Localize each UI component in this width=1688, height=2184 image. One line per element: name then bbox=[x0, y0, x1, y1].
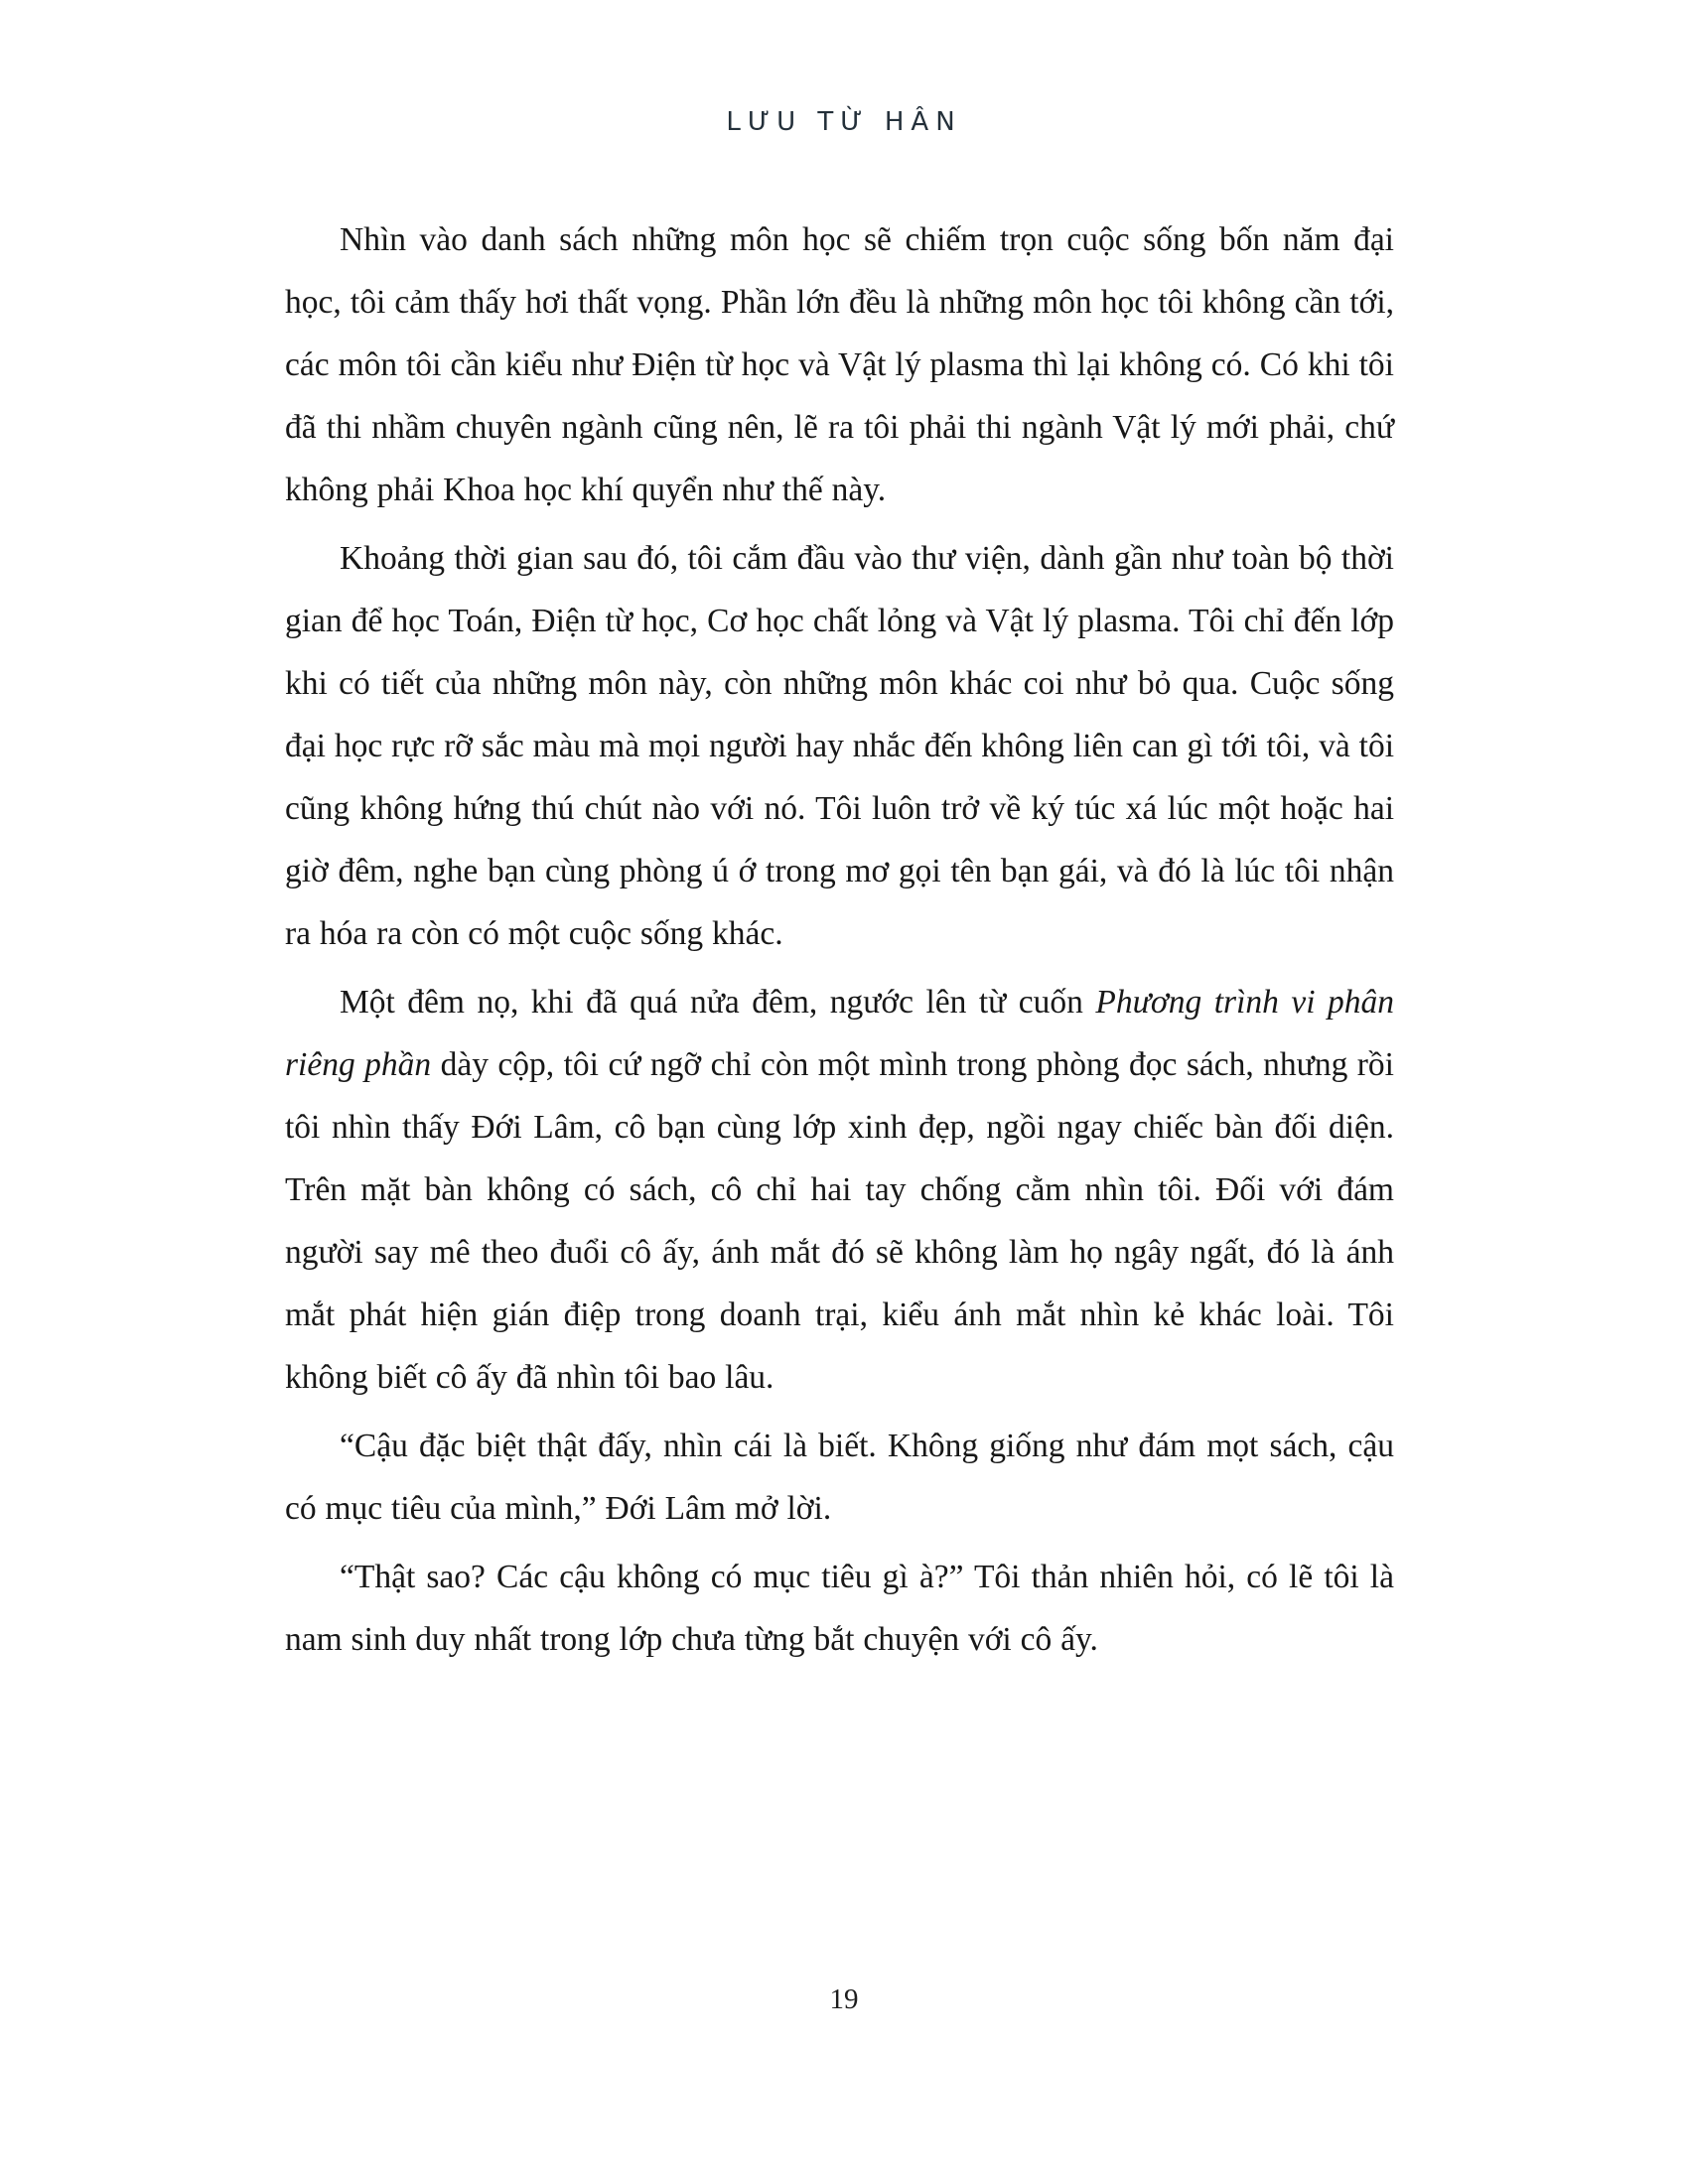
para-3: Một đêm nọ, khi đã quá nửa đêm, ngước lên từ cuốn Phương trình vi phân riêng phần dày cộp, tôi cứ ngỡ chỉ còn một mình trong phòng đọc sách, nhưng rồi tôi nhìn thấy Đới Lâm, cô bạn cùng lớp xinh đẹp, ngồi ngay chiếc bàn đối diện. Trên mặt bàn không có sách, cô chỉ hai tay chống cằm nhìn tôi. Đối với đám người say mê theo đuổi cô ấy, ánh mắt đó sẽ không làm họ ngây ngất, đó là ánh mắt phát hiện gián điệp trong doanh trại, kiểu ánh mắt nhìn kẻ khác loài. Tôi không biết cô ấy đã nhìn tôi bao lâu. bbox=[285, 984, 1394, 1396]
para-2: Khoảng thời gian sau đó, tôi cắm đầu vào thư viện, dành gần như toàn bộ thời gian để học Toán, Điện từ học, Cơ học chất lỏng và Vật lý plasma. Tôi chỉ đến lớp khi có tiết của những môn này, còn những môn khác coi như bỏ qua. Cuộc sống đại học rực rỡ sắc màu mà mọi người hay nhắc đến không liên can gì tới tôi, và tôi cũng không hứng thú chút nào với nó. Tôi luôn trở về ký túc xá lúc một hoặc hai giờ đêm, nghe bạn cùng phòng ú ớ trong mơ gọi tên bạn gái, và đó là lúc tôi nhận ra hóa ra còn có một cuộc sống khác. bbox=[285, 540, 1394, 952]
para-1: Nhìn vào danh sách những môn học sẽ chiếm trọn cuộc sống bốn năm đại học, tôi cảm thấy hơi thất vọng. Phần lớn đều là những môn học tôi không cần tới, các môn tôi cần kiểu như Điện từ học và Vật lý plasma thì lại không có. Có khi tôi đã thi nhầm chuyên ngành cũng nên, lẽ ra tôi phải thi ngành Vật lý mới phải, chứ không phải Khoa học khí quyển như thế này. bbox=[285, 221, 1394, 508]
body-text-block bbox=[285, 208, 1394, 1671]
para-4: “Cậu đặc biệt thật đấy, nhìn cái là biết. Không giống như đám mọt sách, cậu có mục tiêu của mình,” Đới Lâm mở lời. bbox=[285, 1428, 1394, 1527]
para-5: “Thật sao? Các cậu không có mục tiêu gì à?” Tôi thản nhiên hỏi, có lẽ tôi là nam sinh duy nhất trong lớp chưa từng bắt chuyện với cô ấy. bbox=[285, 1559, 1394, 1658]
running-head-author: LƯU TỪ HÂN bbox=[726, 107, 962, 137]
italic-title: Phương trình vi phân riêng phần bbox=[285, 984, 1394, 1083]
page-number: 19 bbox=[829, 1983, 859, 2015]
